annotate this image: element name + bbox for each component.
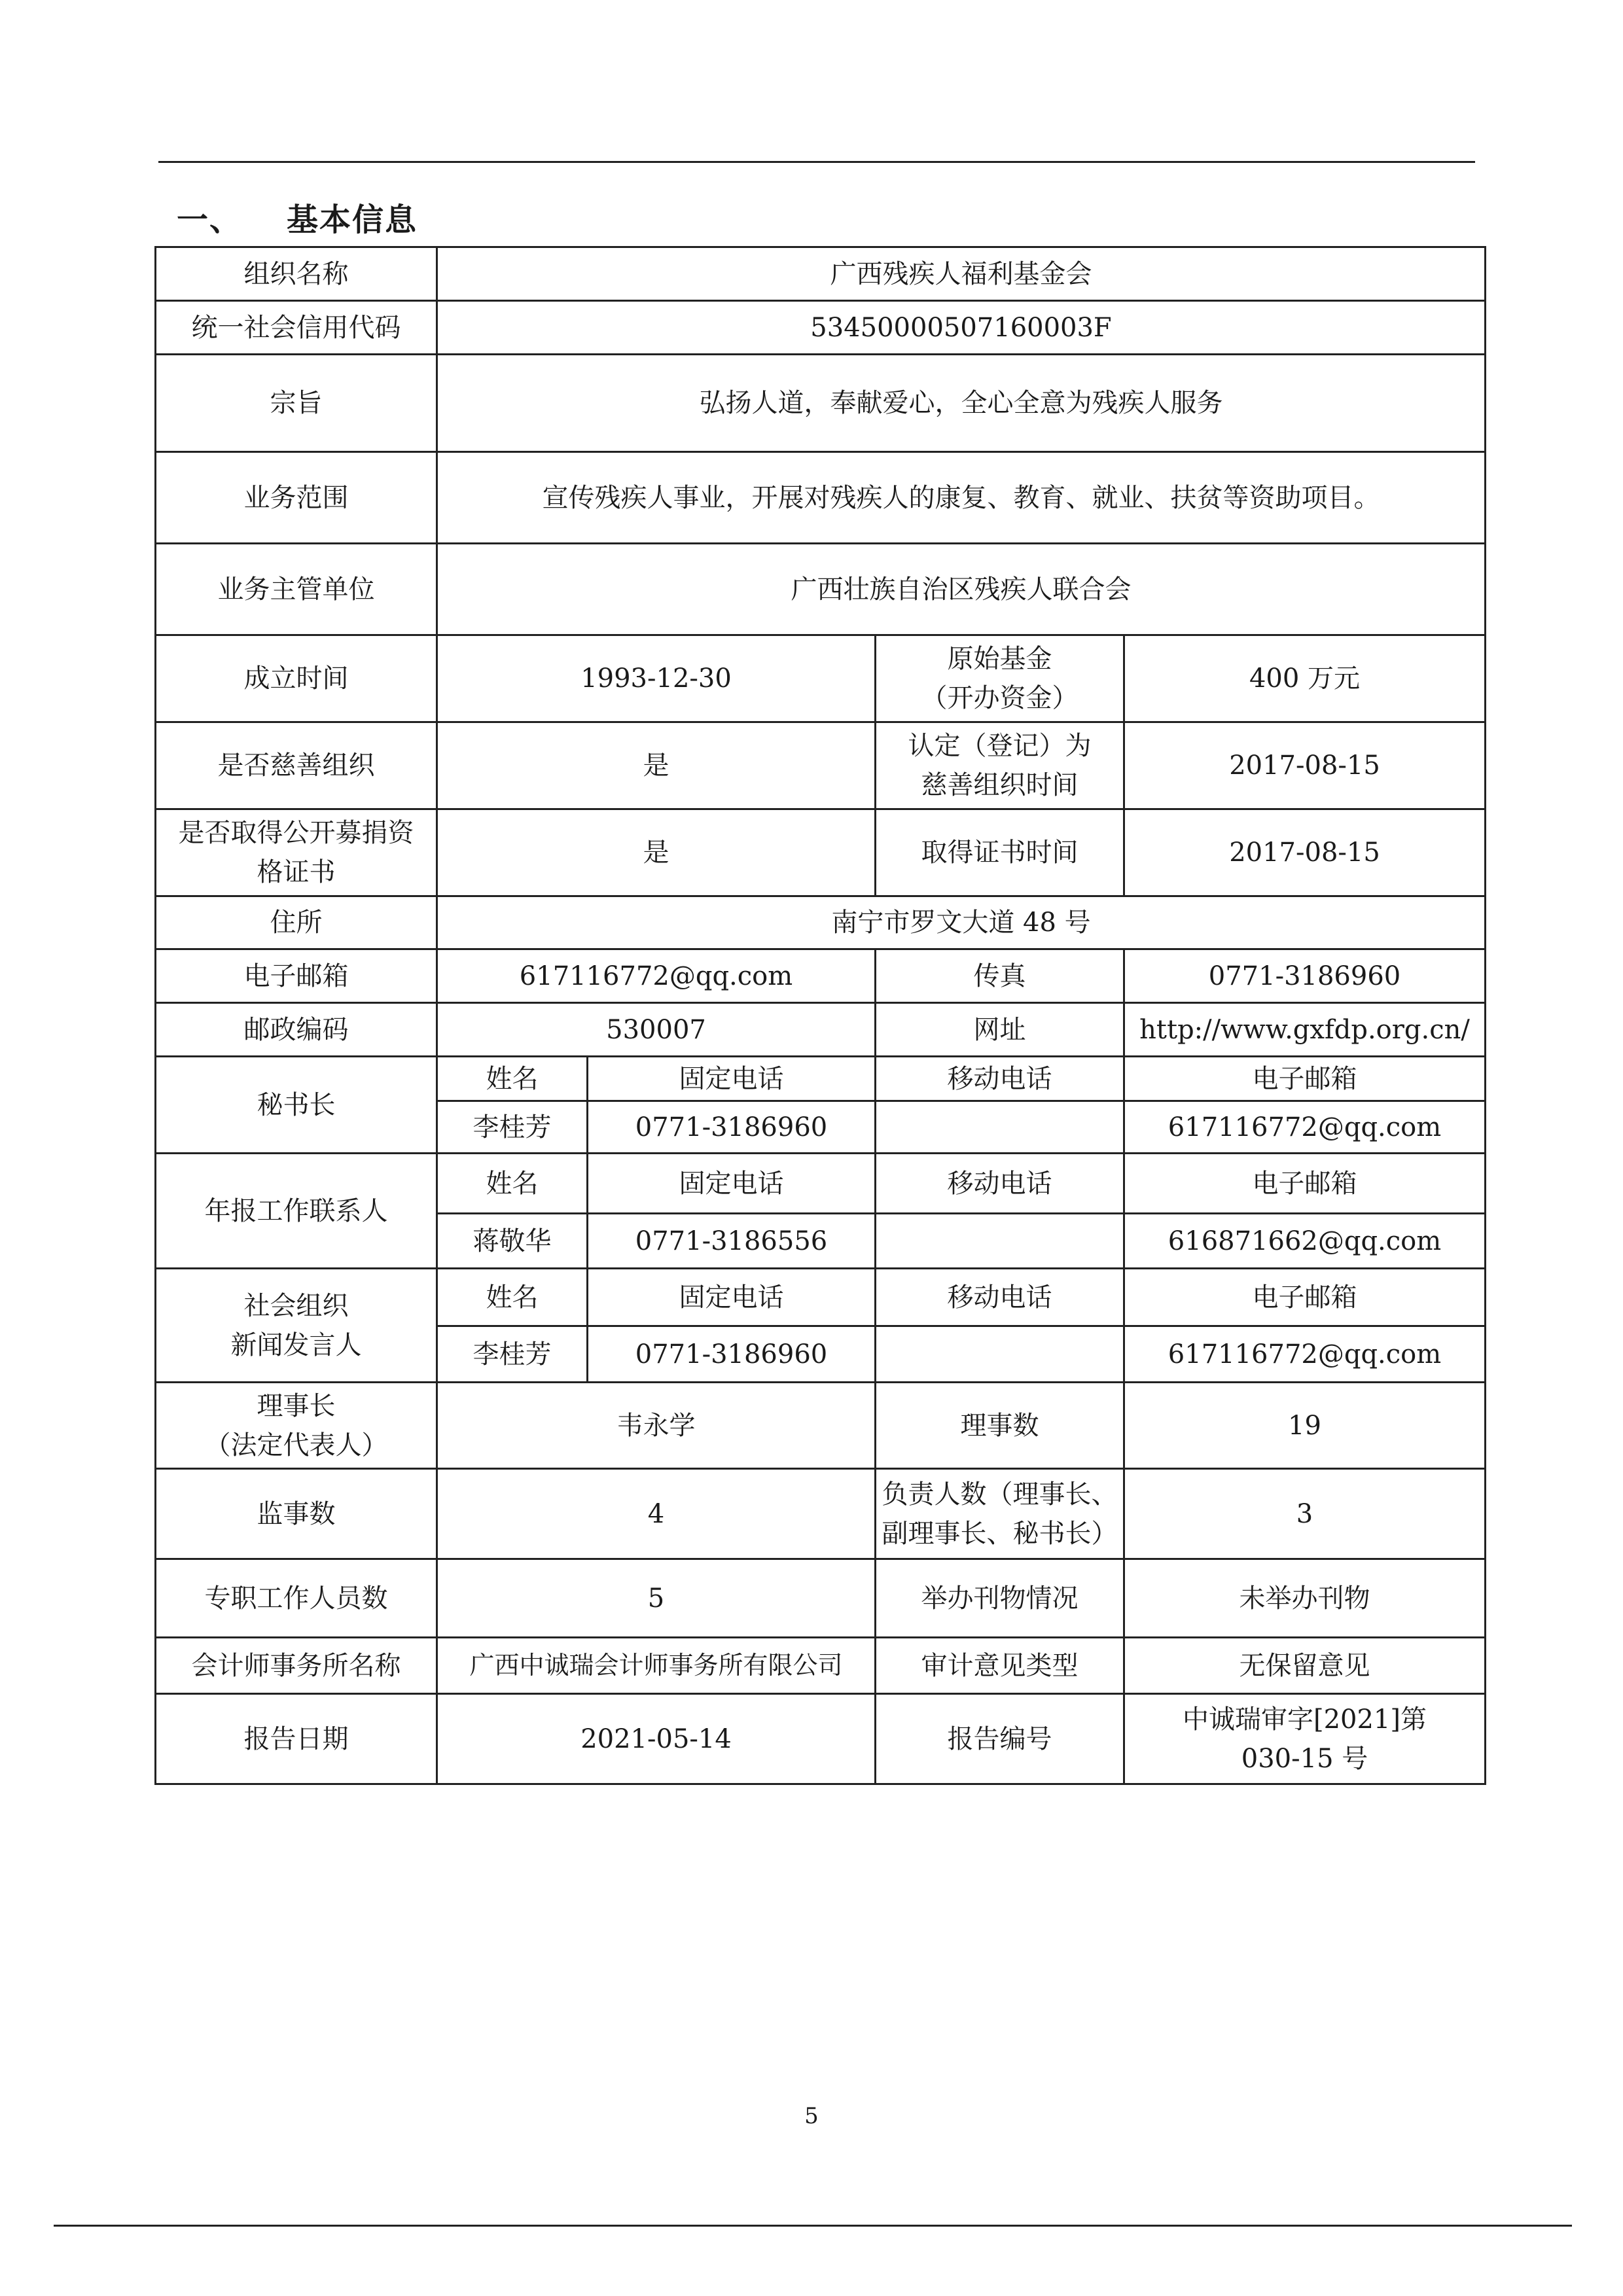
contact-email: 616871662@qq.com (1124, 1214, 1486, 1269)
row-address (156, 896, 1486, 949)
row-email (156, 949, 1486, 1003)
row-founded (156, 635, 1486, 722)
contact-phone: 0771-3186960 (588, 1101, 876, 1154)
label-scope: 业务范围 (156, 452, 437, 544)
label-chairman: 理事长 （法定代表人） (156, 1383, 437, 1469)
label-fax: 传真 (876, 949, 1124, 1003)
label-supervisors: 监事数 (156, 1469, 437, 1559)
row-accounting (156, 1638, 1486, 1694)
header-phone: 固定电话 (588, 1154, 876, 1214)
row-chairman (156, 1383, 1486, 1469)
contact-phone: 0771-3186960 (588, 1326, 876, 1383)
row-purpose (156, 355, 1486, 452)
section-title (177, 194, 418, 239)
row-scope (156, 452, 1486, 544)
row-supervisor (156, 544, 1486, 635)
label-certificate-date: 取得证书时间 (876, 809, 1124, 896)
value-fax: 0771-3186960 (1124, 949, 1486, 1003)
basic-info-table (154, 246, 1486, 1785)
header-email: 电子邮箱 (1124, 1057, 1486, 1101)
header-phone: 固定电话 (588, 1269, 876, 1326)
value-fundraising: 是 (437, 809, 876, 896)
value-purpose: 弘扬人道，奉献爱心，全心全意为残疾人服务 (437, 355, 1486, 452)
label-staff: 专职工作人员数 (156, 1559, 437, 1638)
header-phone: 固定电话 (588, 1057, 876, 1101)
label-address: 住所 (156, 896, 437, 949)
label-leaders: 负责人数（理事长、 副理事长、秘书长） (876, 1469, 1124, 1559)
value-website: http://www.gxfdp.org.cn/ (1124, 1003, 1486, 1057)
label-credit-code: 统一社会信用代码 (156, 301, 437, 355)
header-mobile: 移动电话 (876, 1269, 1124, 1326)
header-name: 姓名 (437, 1269, 588, 1326)
value-accounting-firm: 广西中诚瑞会计师事务所有限公司 (437, 1638, 876, 1694)
contact-mobile (876, 1214, 1124, 1269)
row-staff (156, 1559, 1486, 1638)
header-name: 姓名 (437, 1154, 588, 1214)
label-contact-role: 年报工作联系人 (156, 1154, 437, 1269)
label-directors: 理事数 (876, 1383, 1124, 1469)
value-credit-code: 53450000507160003F (437, 301, 1486, 355)
label-contact-role: 秘书长 (156, 1057, 437, 1154)
value-directors: 19 (1124, 1383, 1486, 1469)
value-staff: 5 (437, 1559, 876, 1638)
value-supervisor: 广西壮族自治区残疾人联合会 (437, 544, 1486, 635)
label-contact-role: 社会组织 新闻发言人 (156, 1269, 437, 1383)
contact-name: 李桂芳 (437, 1326, 588, 1383)
label-report-date: 报告日期 (156, 1694, 437, 1784)
contact-mobile (876, 1101, 1124, 1154)
label-email: 电子邮箱 (156, 949, 437, 1003)
contact-phone: 0771-3186556 (588, 1214, 876, 1269)
label-charity-date: 认定（登记）为 慈善组织时间 (876, 722, 1124, 809)
section-heading: 基本信息 (287, 201, 418, 238)
top-rule (158, 161, 1475, 163)
row-fundraising (156, 809, 1486, 896)
header-mobile: 移动电话 (876, 1154, 1124, 1214)
row-charity (156, 722, 1486, 809)
label-accounting-firm: 会计师事务所名称 (156, 1638, 437, 1694)
value-initial-fund: 400 万元 (1124, 635, 1486, 722)
value-supervisors: 4 (437, 1469, 876, 1559)
label-founded: 成立时间 (156, 635, 437, 722)
row-credit-code (156, 301, 1486, 355)
page-number: 5 (804, 2103, 819, 2129)
row-supervisors (156, 1469, 1486, 1559)
value-email: 617116772@qq.com (437, 949, 876, 1003)
section-number: 一、 (177, 201, 243, 238)
value-postal: 530007 (437, 1003, 876, 1057)
label-fundraising: 是否取得公开募捐资 格证书 (156, 809, 437, 896)
value-chairman: 韦永学 (437, 1383, 876, 1469)
row-contact-header (156, 1269, 1486, 1326)
label-website: 网址 (876, 1003, 1124, 1057)
label-initial-fund: 原始基金 （开办资金） (876, 635, 1124, 722)
value-charity: 是 (437, 722, 876, 809)
row-contact-header (156, 1057, 1486, 1101)
row-report (156, 1694, 1486, 1784)
label-audit-opinion: 审计意见类型 (876, 1638, 1124, 1694)
value-founded: 1993-12-30 (437, 635, 876, 722)
row-contact-header (156, 1154, 1486, 1214)
header-email: 电子邮箱 (1124, 1154, 1486, 1214)
header-name: 姓名 (437, 1057, 588, 1101)
value-org-name: 广西残疾人福利基金会 (437, 247, 1486, 301)
row-postal (156, 1003, 1486, 1057)
contact-email: 617116772@qq.com (1124, 1326, 1486, 1383)
contact-name: 李桂芳 (437, 1101, 588, 1154)
contact-email: 617116772@qq.com (1124, 1101, 1486, 1154)
value-publications: 未举办刊物 (1124, 1559, 1486, 1638)
label-publications: 举办刊物情况 (876, 1559, 1124, 1638)
label-org-name: 组织名称 (156, 247, 437, 301)
label-supervisor: 业务主管单位 (156, 544, 437, 635)
label-report-number: 报告编号 (876, 1694, 1124, 1784)
row-org-name (156, 247, 1486, 301)
header-email: 电子邮箱 (1124, 1269, 1486, 1326)
value-address: 南宁市罗文大道 48 号 (437, 896, 1486, 949)
header-mobile: 移动电话 (876, 1057, 1124, 1101)
bottom-rule (54, 2225, 1572, 2227)
label-charity: 是否慈善组织 (156, 722, 437, 809)
value-report-number: 中诚瑞审字[2021]第 030-15 号 (1124, 1694, 1486, 1784)
value-scope: 宣传残疾人事业，开展对残疾人的康复、教育、就业、扶贫等资助项目。 (437, 452, 1486, 544)
label-purpose: 宗旨 (156, 355, 437, 452)
contact-mobile (876, 1326, 1124, 1383)
value-certificate-date: 2017-08-15 (1124, 809, 1486, 896)
value-report-date: 2021-05-14 (437, 1694, 876, 1784)
label-postal: 邮政编码 (156, 1003, 437, 1057)
value-charity-date: 2017-08-15 (1124, 722, 1486, 809)
contact-name: 蒋敬华 (437, 1214, 588, 1269)
value-audit-opinion: 无保留意见 (1124, 1638, 1486, 1694)
value-leaders: 3 (1124, 1469, 1486, 1559)
